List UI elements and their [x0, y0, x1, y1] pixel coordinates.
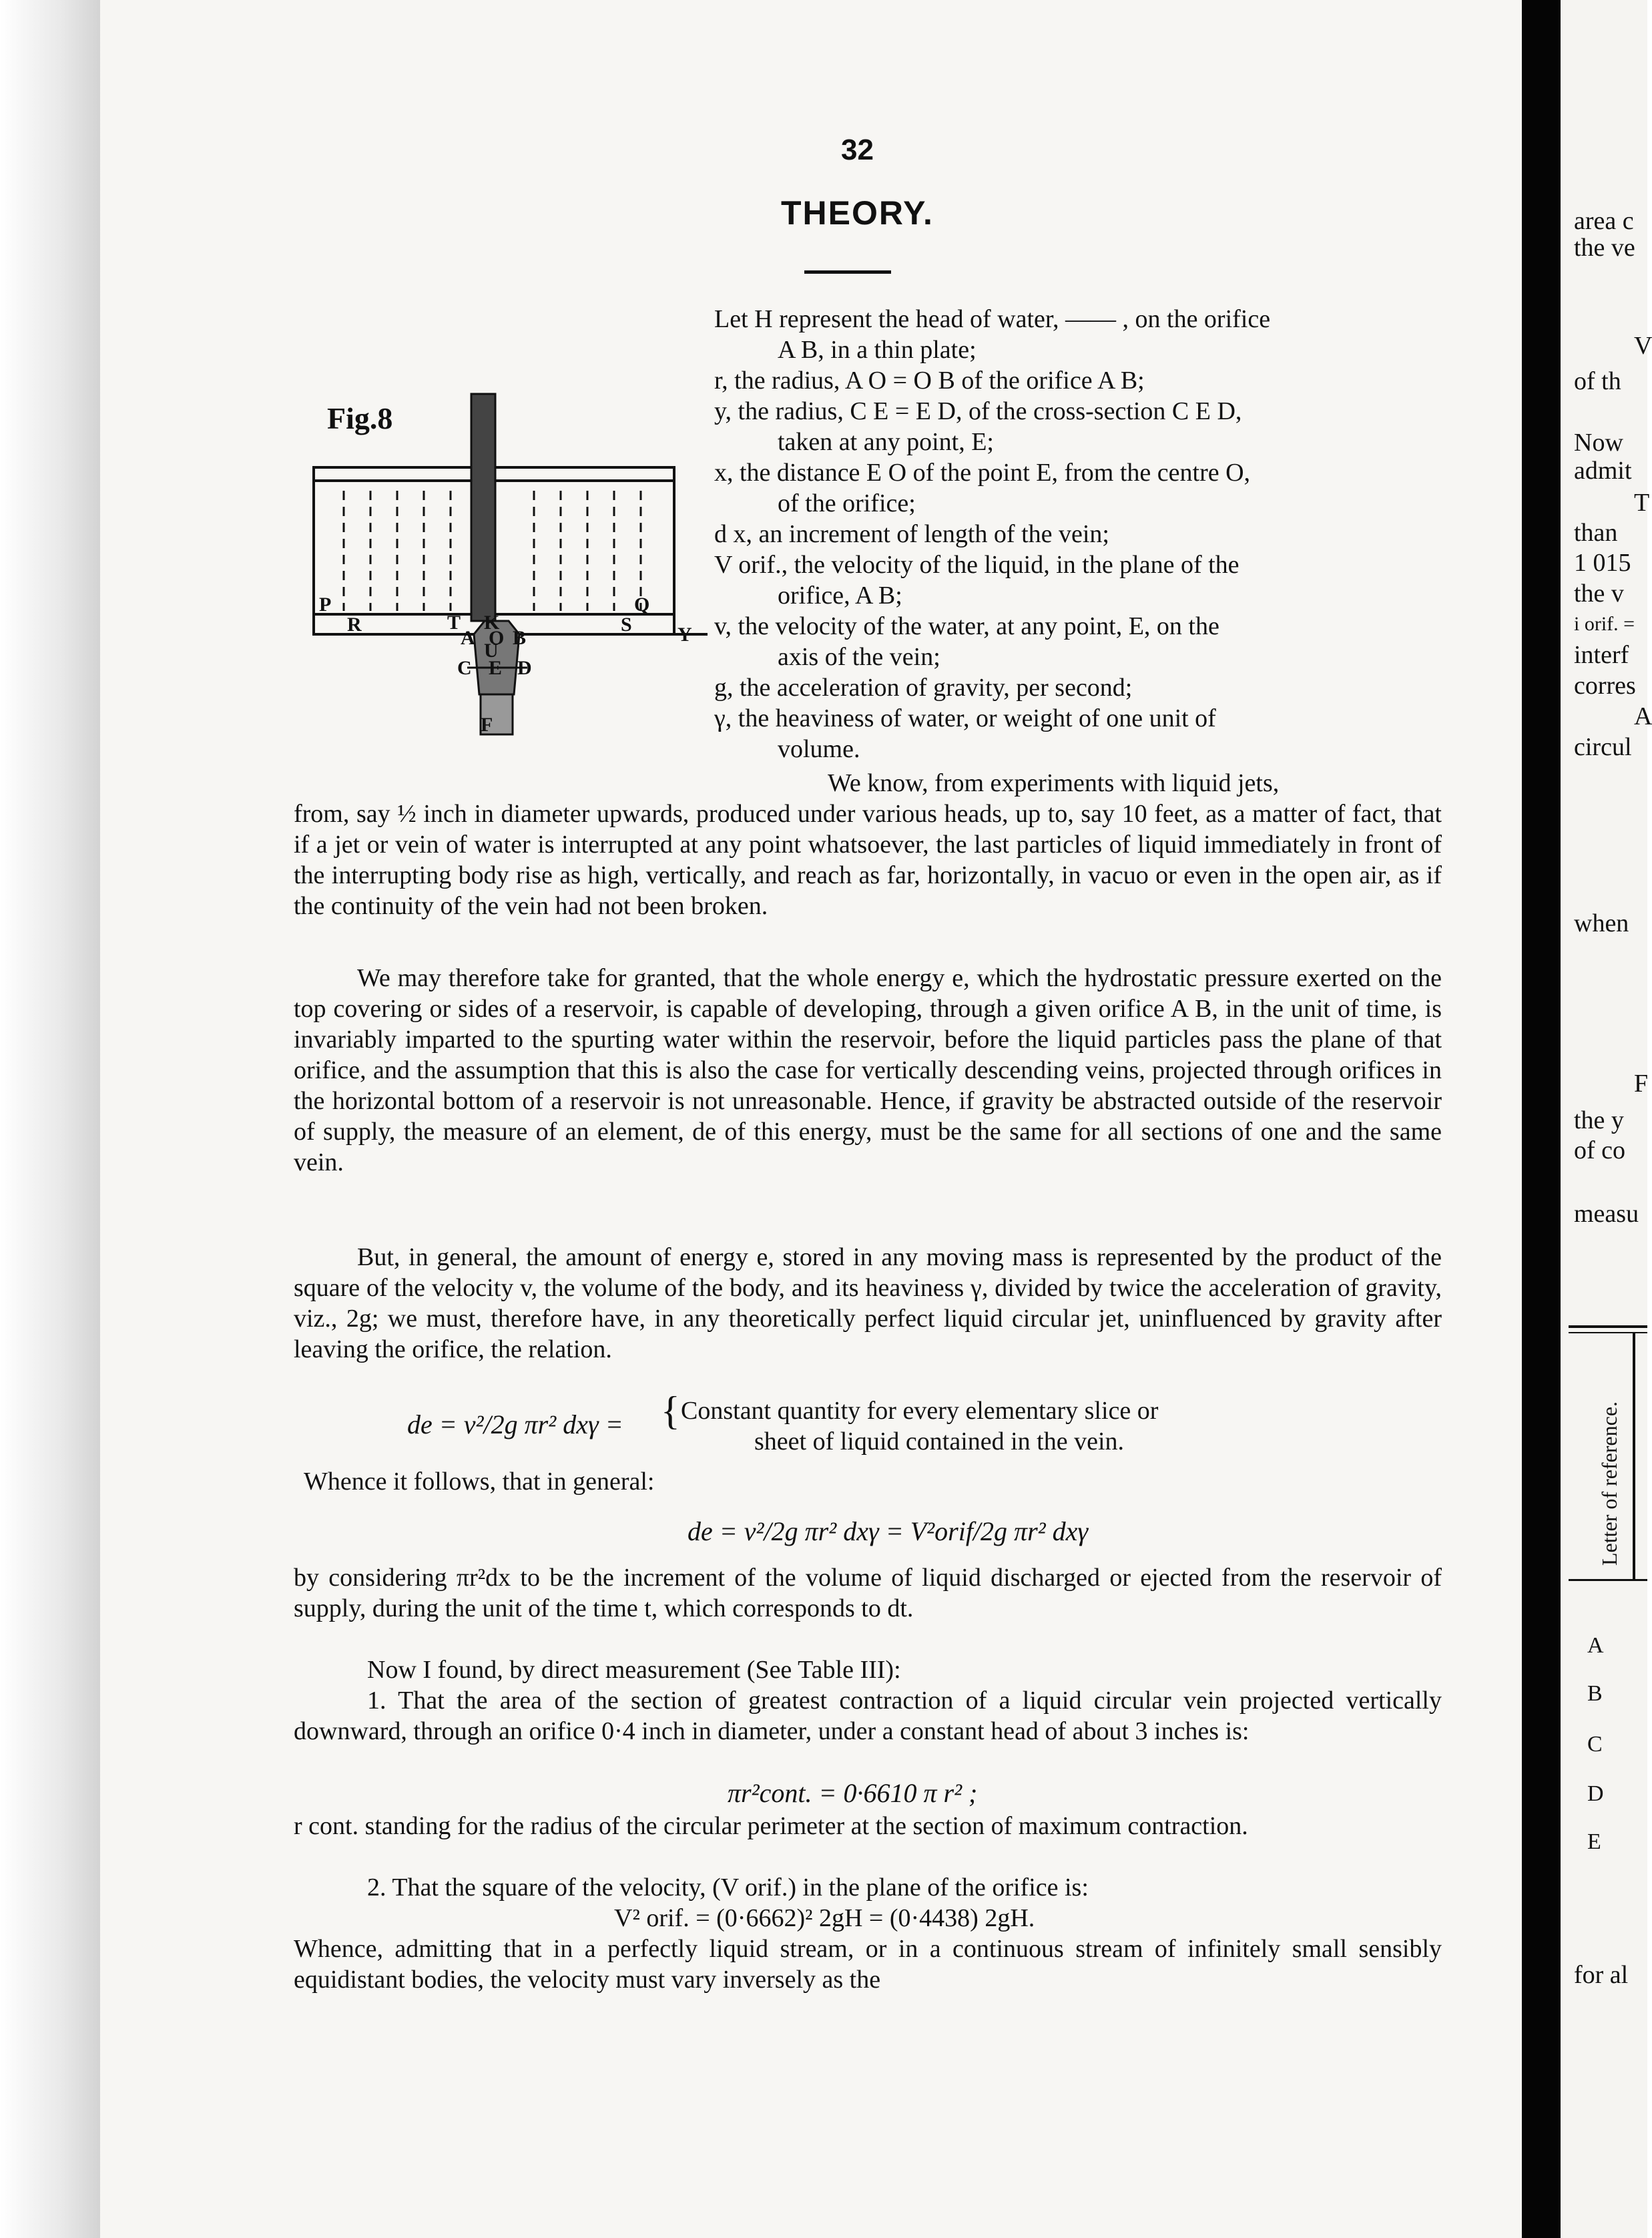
next-page-fragment: V	[1634, 332, 1652, 360]
svg-text:U: U	[484, 640, 499, 662]
table-header-letter-of-reference: Letter of reference.	[1597, 1401, 1621, 1566]
paragraph-9: Whence, admitting that in a perfectly liquid stream, or in a continuous stream of infinitely small sensibly equidistant bodies, the velocity must vary inversely as the	[294, 1935, 1442, 1994]
paragraph-6: 1. That the area of the section of greatest contraction of a liquid circular vein projected vertically downward, through an orifice 0·4 inch in diameter, under a constant head of about 3 inches is:	[294, 1687, 1442, 1745]
paragraph-1: from, say ½ inch in diameter upwards, produced under various heads, up to, say 10 feet, as a matter of fact, that if a jet or vein of water is interrupted at any point whatsoever, the last particles of liquid immediately in front of the interrupting body rise as high, vertically, and reach as far, horizontally, in vacuo or even in the open air, as if the continuity of the vein had not been broken.	[294, 800, 1442, 920]
svg-text:C: C	[457, 657, 472, 679]
paragraph-4: by considering πr²dx to be the increment of the volume of liquid discharged or ejected from the reservoir of supply, during the unit of the time t, which corresponds to dt.	[294, 1564, 1442, 1622]
next-page-fragment: F	[1634, 1070, 1649, 1098]
equation-4: V² orif. = (0·6662)² 2gH = (0·4438) 2gH.	[614, 1904, 1035, 1932]
page-number: 32	[841, 134, 874, 166]
table-row-label: B	[1587, 1681, 1603, 1706]
svg-text:P: P	[319, 594, 332, 616]
next-page-fragment: admit	[1574, 457, 1632, 485]
svg-text:R: R	[347, 614, 362, 636]
paragraph-7: r cont. standing for the radius of the circular perimeter at the section of maximum contraction.	[294, 1812, 1248, 1840]
svg-text:E: E	[489, 657, 503, 679]
next-page-fragment: A	[1634, 702, 1652, 730]
definition-line: r, the radius, A O = O B of the orifice A B;	[714, 367, 1145, 395]
table-header-rule	[1569, 1579, 1647, 1581]
svg-text:K: K	[484, 612, 500, 634]
paragraph-2: We may therefore take for granted, that the whole energy e, which the hydrostatic pressure exerted on the top covering or sides of a reservoir, is capable of developing, through a given orifice A B, in the unit of time, is invariably imparted to the spurting water within the reservoir, before the liquid particles pass the plane of that orifice, and the assumption that this is also the case for vertically descending veins, projected through orifices in the horizontal bottom of a reservoir is not unreasonable. Hence, if gravity be abstracted outside of the reservoir of supply, the measure of an element, de of this energy, must be the same for all sections of one and the same vein.	[294, 964, 1442, 1176]
svg-text:T: T	[447, 612, 461, 634]
next-page-fragment: than	[1574, 519, 1618, 547]
equation-1-brace: {	[661, 1389, 680, 1433]
table-top-rule	[1569, 1325, 1647, 1328]
definition-line: y, the radius, C E = E D, of the cross-section C E D,	[714, 397, 1242, 425]
svg-text:D: D	[517, 657, 532, 679]
paragraph-8: 2. That the square of the velocity, (V orif.) in the plane of the orifice is:	[367, 1873, 1089, 1901]
paragraph-5: Now I found, by direct measurement (See Table III):	[367, 1656, 901, 1684]
definition-line: d x, an increment of length of the vein;	[714, 520, 1109, 548]
figure-8-diagram	[314, 381, 708, 741]
next-page-fragment: the v	[1574, 580, 1624, 608]
definitions-list	[714, 304, 1442, 764]
svg-text:Q: Q	[634, 594, 650, 616]
definition-line: v, the velocity of the water, at any point, E, on the	[714, 612, 1219, 640]
table-row-label: C	[1587, 1732, 1603, 1757]
svg-text:B: B	[513, 627, 527, 649]
figure-label: Fig.8	[327, 401, 393, 435]
next-page-fragment: measu	[1574, 1200, 1639, 1228]
definition-line: orifice, A B;	[778, 582, 902, 610]
next-page-fragment: area c	[1574, 207, 1634, 235]
title-rule	[804, 270, 891, 274]
next-page-fragment: interf	[1574, 641, 1629, 669]
next-page-fragment: T	[1634, 489, 1650, 517]
svg-text:O: O	[489, 627, 505, 649]
definition-line: A B, in a thin plate;	[778, 336, 977, 364]
table-top-rule-thin	[1569, 1332, 1647, 1333]
next-page-fragment: the ve	[1574, 234, 1635, 262]
table-column-rule	[1633, 1332, 1635, 1579]
definition-line: γ, the heaviness of water, or weight of one unit of	[714, 704, 1216, 732]
definition-line: volume.	[778, 735, 860, 763]
equation-3: πr²cont. = 0·6610 π r² ;	[728, 1778, 978, 1808]
equation-1-lhs: de = v²/2g πr² dxγ =	[407, 1409, 623, 1439]
table-row-label: E	[1587, 1829, 1601, 1854]
definition-line: axis of the vein;	[778, 643, 940, 671]
next-page-edge	[1561, 0, 1652, 2238]
next-page-fragment: corres	[1574, 672, 1636, 700]
definition-line: V orif., the velocity of the liquid, in the plane of the	[714, 551, 1240, 579]
next-page-fragment: the y	[1574, 1106, 1624, 1134]
svg-text:F: F	[481, 714, 493, 736]
svg-text:S: S	[621, 614, 632, 636]
next-page-fragment: i orif. =	[1574, 613, 1635, 635]
next-page-fragment: circul	[1574, 733, 1632, 761]
definition-line: x, the distance E O of the point E, from the centre O,	[714, 459, 1251, 487]
equation-1-rhs-line2: sheet of liquid contained in the vein.	[754, 1427, 1125, 1456]
paragraph-opening: We know, from experiments with liquid jets,	[828, 769, 1280, 797]
svg-text:A: A	[461, 627, 475, 649]
next-page-fragment: for al	[1574, 1961, 1629, 1989]
table-row-label: A	[1587, 1633, 1604, 1658]
next-page-fragment: of th	[1574, 367, 1621, 395]
definition-line: of the orifice;	[778, 489, 916, 517]
definition-line: Let H represent the head of water, —— , on the orifice	[714, 305, 1271, 333]
svg-text:Y: Y	[677, 624, 692, 646]
whence-line: Whence it follows, that in general:	[304, 1468, 655, 1496]
next-page-fragment: when	[1574, 909, 1629, 937]
table-row-label: D	[1587, 1781, 1604, 1806]
definition-line: g, the acceleration of gravity, per second;	[714, 674, 1133, 702]
page-fold-shadow	[1522, 0, 1561, 2238]
definition-line: taken at any point, E;	[778, 428, 994, 456]
next-page-fragment: of co	[1574, 1136, 1626, 1164]
paragraph-3: But, in general, the amount of energy e, stored in any moving mass is represented by the product of the square of the velocity v, the volume of the body, and its heaviness γ, divided by twice the acceleration of gravity, viz., 2g; we must, therefore have, in any theoretically perfect liquid circular jet, uninfluenced by gravity after leaving the orifice, the relation.	[294, 1243, 1442, 1363]
equation-2: de = v²/2g πr² dxγ = V²orif/2g πr² dxγ	[687, 1516, 1089, 1546]
page-title: THEORY.	[781, 194, 934, 232]
next-page-fragment: 1 015	[1574, 549, 1631, 577]
equation-1-rhs-line1: Constant quantity for every elementary slice or	[681, 1397, 1159, 1425]
interrupting-rod	[471, 394, 495, 621]
next-page-fragment: Now	[1574, 429, 1623, 457]
